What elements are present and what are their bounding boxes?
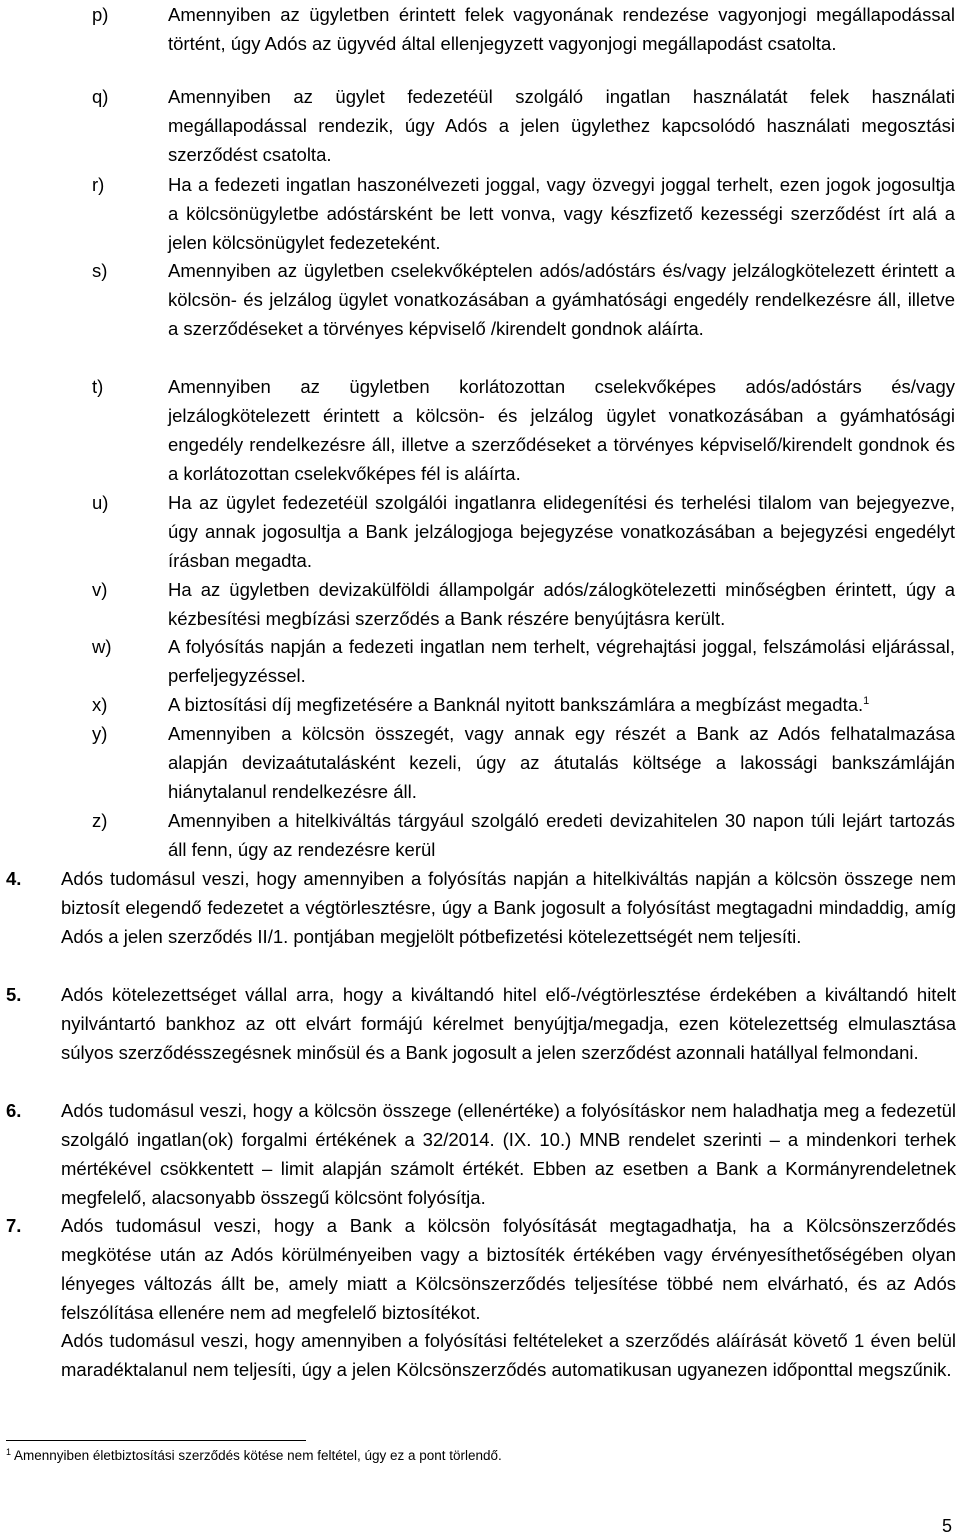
- item-letter: w): [92, 636, 112, 657]
- item-text: [168, 690, 955, 719]
- footnote: [6, 1447, 906, 1465]
- item-letter: t): [92, 376, 104, 397]
- item-text: Adós tudomásul veszi, hogy a kölcsön összege (ellenértéke) a folyósításkor nem haladhatja meg a fedezetül szolgáló ingatlan(ok) forgalmi értékének a 32/2014. (IX. 10.) MNB rendelet szerinti – a mindenkori terhek mértékével csökkentett – limit alapján számolt értékét. Ebben az esetben a Bank a Kormányrendeletnek megfelelő, alacsonyabb összegű kölcsönt folyósítja.: [61, 1100, 956, 1209]
- item-text: A folyósítás napján a fedezeti ingatlan nem terhelt, végrehajtási joggal, felszámolási eljárással, perfeljegyzéssel.: [168, 636, 955, 687]
- item-letter: v): [92, 579, 108, 600]
- item-letter: p): [92, 4, 109, 25]
- item-letter: u): [92, 492, 109, 513]
- item-text: Amennyiben a hitelkiváltás tárgyául szolgáló eredeti devizahitelen 30 napon túli lejárt tartozás áll fenn, úgy az rendezésre kerül: [168, 810, 955, 861]
- item-text-content: A biztosítási díj megfizetésére a Banknál nyitott bankszámlára a megbízást megadta.: [168, 694, 864, 715]
- item-letter: q): [92, 86, 109, 107]
- footnote-text: Amennyiben életbiztosítási szerződés kötése nem feltétel, úgy ez a pont törlendő.: [14, 1448, 502, 1463]
- footnote-separator: [6, 1440, 306, 1441]
- item-text: Adós tudomásul veszi, hogy a Bank a kölcsön folyósítását megtagadhatja, ha a Kölcsönszerződés megkötése után az Adós körülményeiben vagy a biztosíték értékében vagy érvényesíthetőségében olyan lényeges változás állt be, amely miatt a Kölcsönszerződés teljesítése többé nem elvárható, és az Adós felszólítása ellenére nem ad megfelelő biztosítékot.: [61, 1215, 956, 1324]
- item-text: Amennyiben az ügyletben érintett felek vagyonának rendezése vagyonjogi megállapodással történt, úgy Adós az ügyvéd által ellenjegyzett vagyonjogi megállapodást csatolta.: [168, 4, 955, 55]
- item-number: 4.: [6, 868, 22, 889]
- item-text: Amennyiben az ügyletben cselekvőképtelen adós/adóstárs és/vagy jelzálogkötelezett érintett a kölcsön- és jelzálog ügylet vonatkozásában a gyámhatósági engedély rendelkezésre áll, illetve a szerződéseket a törvényes képviselő /kirendelt gondnok aláírta.: [168, 260, 955, 340]
- item-text: Ha az ügyletben devizakülföldi állampolgár adós/zálogkötelezetti minőségben érintett, úgy a kézbesítési megbízási szerződés a Bank részére benyújtásra került.: [168, 579, 955, 630]
- item-number: 5.: [6, 984, 22, 1005]
- item-letter: z): [92, 810, 108, 831]
- item-text: Ha a fedezeti ingatlan haszonélvezeti joggal, vagy özvegyi joggal terhelt, ezen jogok jogosultja a kölcsönügyletbe adóstársként be lett vonva, vagy készfizető kezességi szerződést írt alá a jelen kölcsönügylet fedezeteként.: [168, 174, 955, 254]
- footnote-marker: 1: [6, 1447, 12, 1457]
- item-text: Amennyiben az ügyletben korlátozottan cselekvőképes adós/adóstárs és/vagy jelzálogkötelezett érintett a kölcsön- és jelzálog ügylet vonatkozásában a gyámhatósági engedély rendelkezésre áll, illetve a szerződéseket a törvényes képviselő/kirendelt gondnok és a korlátozottan cselekvőképes fél is aláírta.: [168, 376, 955, 485]
- item-number: 6.: [6, 1100, 22, 1121]
- item-number: 7.: [6, 1215, 22, 1236]
- item-text: Adós tudomásul veszi, hogy amennyiben a folyósítási feltételeket a szerződés aláírását követő 1 éven belül maradéktalanul nem teljesíti, úgy a jelen Kölcsönszerződés automatikusan ugyanezen időponttal megszűnik.: [61, 1330, 956, 1381]
- item-letter: s): [92, 260, 108, 281]
- page-number: 5: [942, 1516, 953, 1536]
- item-text: Ha az ügylet fedezetéül szolgálói ingatlanra elidegenítési és terhelési tilalom van bejegyezve, úgy annak jogosultja a Bank jelzálogjoga bejegyzése vonatkozásában a bejegyzési engedélyt írásban megadta.: [168, 492, 955, 572]
- item-letter: x): [92, 694, 108, 715]
- item-text: Adós kötelezettséget vállal arra, hogy a kiváltandó hitel elő-/végtörlesztése érdekében a kiváltandó hitelt nyilvántartó bankhoz az ott elvárt formájú kérelmet benyújtja/megadja, ezen kötelezettség elmulasztása súlyos szerződésszegésnek minősül és a Bank jogosult a jelen szerződést azonnali hatállyal felmondani.: [61, 984, 956, 1064]
- item-text: Amennyiben a kölcsön összegét, vagy annak egy részét a Bank az Adós felhatalmazása alapján devizaátutalásként kezeli, úgy az átutalás költsége a lakossági bankszámláján hiánytalanul rendelkezésre áll.: [168, 723, 955, 803]
- item-letter: y): [92, 723, 108, 744]
- item-letter: r): [92, 174, 105, 195]
- item-text: Adós tudomásul veszi, hogy amennyiben a folyósítás napján a hitelkiváltás napján a kölcsön összege nem biztosít elegendő fedezetet a végtörlesztésre, úgy a Bank jogosult a folyósítást megtagadni mindaddig, amíg Adós a jelen szerződés II/1. pontjában megjelölt pótbefizetési kötelezettségét nem teljesíti.: [61, 868, 956, 948]
- item-text: Amennyiben az ügylet fedezetéül szolgáló ingatlan használatát felek használati megállapodással rendezik, úgy Adós a jelen ügylethez kapcsolódó használati megosztási szerződést csatolta.: [168, 86, 955, 166]
- footnote-reference[interactable]: 1: [863, 695, 870, 707]
